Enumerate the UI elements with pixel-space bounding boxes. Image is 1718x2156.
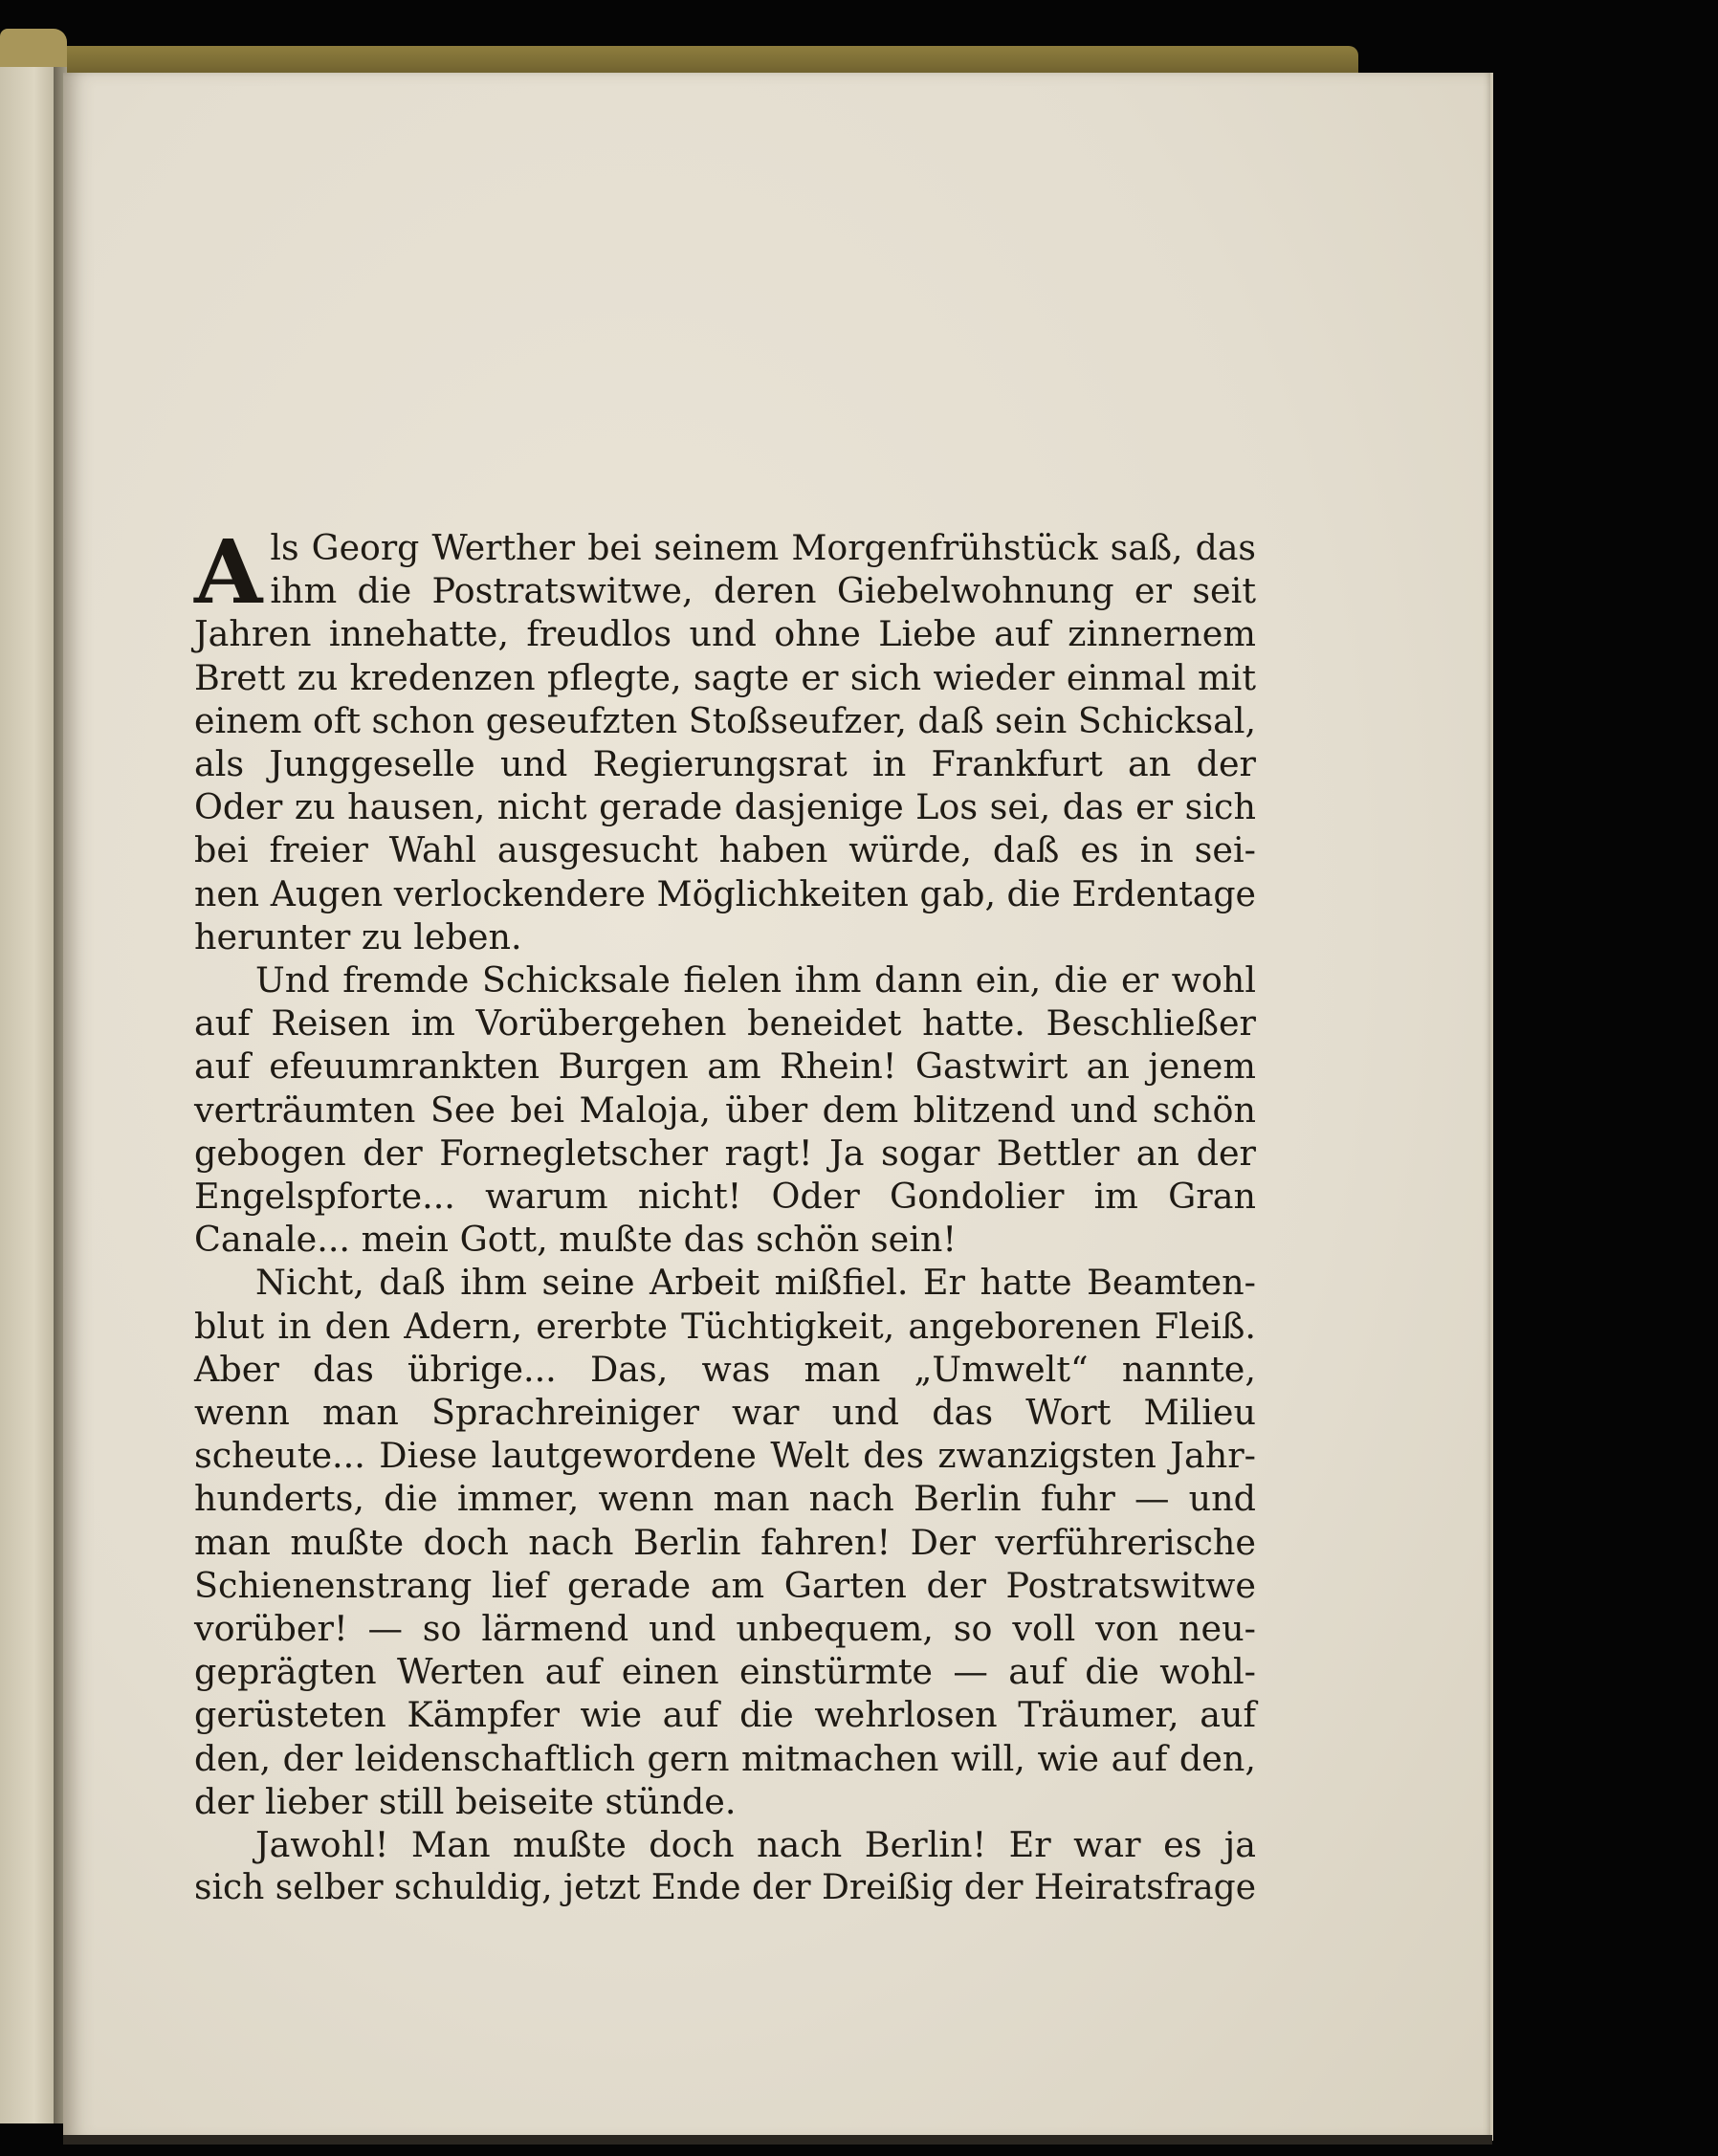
drop-cap: A [194,520,263,624]
text-line: verträumten See bei Maloja, über dem blitzend und schön [194,1089,1256,1131]
text-line: Jawohl! Man mußte doch nach Berlin! Er war es ja [255,1824,1256,1866]
text-line: Brett zu kredenzen pflegte, sagte er sich wieder einmal mit [194,656,1256,698]
text-line: einem oft schon geseufzten Stoßseufzer, daß sein Schicksal, [194,699,1256,741]
page-bottom-shadow [63,2135,1492,2145]
body-text [194,520,1256,1910]
text-line: Nicht, daß ihm seine Arbeit mißfiel. Er hatte Beamten- [255,1262,1256,1304]
text-line: sich selber schuldig, jetzt Ende der Dreißig der Heiratsfrage [194,1868,1256,1908]
text-line: Schienenstrang lief gerade am Garten der Postratswitwe [194,1564,1256,1606]
text-line: Jahren innehatte, freudlos und ohne Liebe auf zinnernem [194,613,1256,655]
text-line: auf efeuumrankten Burgen am Rhein! Gastwirt an jenem [194,1045,1256,1088]
text-line: blut in den Adern, ererbte Tüchtigkeit, angeborenen Fleiß. [194,1305,1256,1347]
paragraph-2 [194,958,1256,1261]
text-line: man mußte doch nach Berlin fahren! Der verführerische [194,1521,1256,1563]
text-line: gebogen der Fornegletscher ragt! Ja sogar Bettler an der [194,1132,1256,1174]
text-line: geprägten Werten auf einen einstürmte — auf die wohl- [194,1651,1256,1693]
text-line: der lieber still beiseite stünde. [194,1780,737,1822]
paragraph-4 [194,1823,1256,1909]
text-line: Und fremde Schicksale fielen ihm dann ein, die er wohl [255,959,1256,1001]
text-line: ihm die Postratswitwe, deren Giebelwohnung er seit [270,570,1256,612]
text-line: gerüsteten Kämpfer wie auf die wehrlosen Träumer, auf [194,1694,1256,1736]
text-line: vorüber! — so lärmend und unbequem, so voll von neu- [194,1608,1256,1650]
text-line: Aber das übrige... Das, was man „Umwelt“ nannte, [194,1348,1256,1390]
text-line: hunderts, die immer, wenn man nach Berlin fuhr — und [194,1478,1256,1520]
text-line: herunter zu leben. [194,915,522,957]
text-line: scheute... Diese lautgewordene Welt des zwanzigsten Jahr- [194,1435,1256,1477]
text-line: nen Augen verlockendere Möglichkeiten gab, die Erdentage [194,872,1256,914]
text-line: ls Georg Werther bei seinem Morgenfrühstück saß, das [270,527,1256,568]
text-line: Canale... mein Gott, mußte das schön sein! [194,1219,958,1261]
text-line: als Junggeselle und Regierungsrat in Frankfurt an der [194,743,1256,785]
text-line: wenn man Sprachreiniger war und das Wort Milieu [194,1392,1256,1434]
paragraph-3 [194,1261,1256,1823]
text-line: bei freier Wahl ausgesucht haben würde, daß es in sei- [194,829,1256,871]
text-line: auf Reisen im Vorübergehen beneidet hatte. Beschließer [194,1002,1256,1045]
book-cover-corner [0,29,67,67]
left-page-edge [0,67,57,2123]
paragraph-1 [194,520,1256,958]
text-line: Oder zu hausen, nicht gerade dasjenige Los sei, das er sich [194,786,1256,828]
text-line: den, der leidenschaftlich gern mitmachen will, wie auf den, [194,1737,1256,1779]
text-line: Engelspforte... warum nicht! Oder Gondolier im Gran [194,1176,1256,1218]
